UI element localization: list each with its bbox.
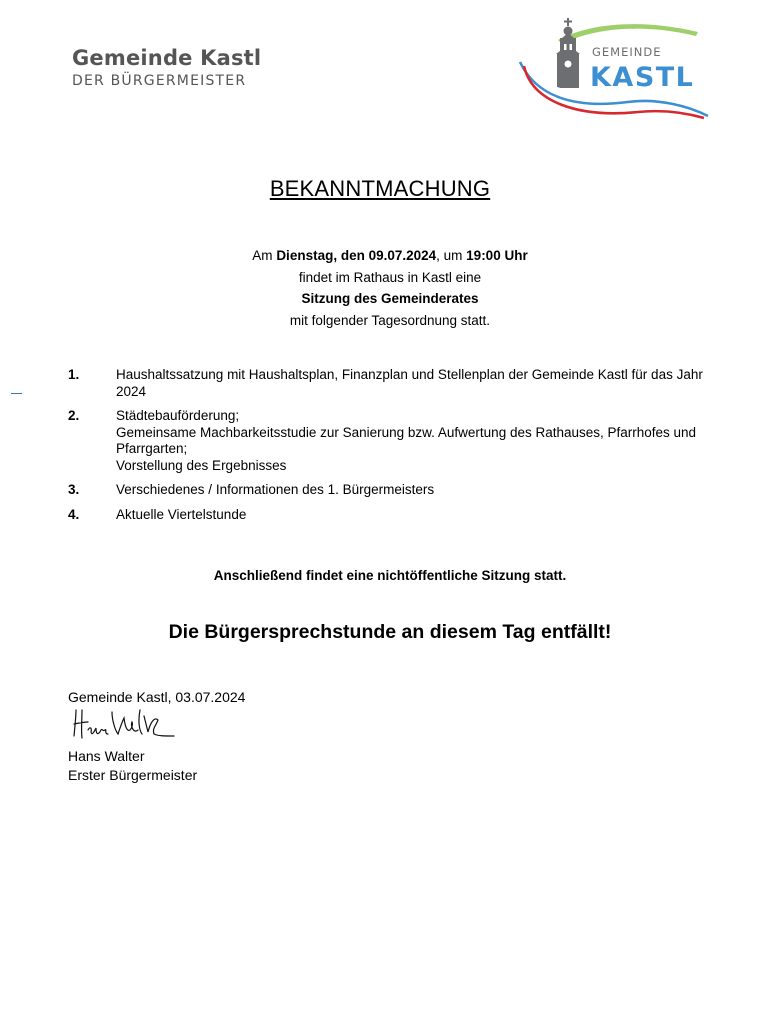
intro-line-date: Am Dienstag, den 09.07.2024, um 19:00 Uhr — [252, 248, 528, 263]
letterhead — [72, 46, 261, 89]
agenda-item — [68, 507, 708, 524]
meeting-date: Dienstag, den 09.07.2024 — [276, 248, 437, 263]
meeting-intro — [0, 245, 760, 331]
margin-mark — [11, 393, 22, 394]
logo-top-word: GEMEINDE — [592, 45, 662, 59]
agenda-item — [68, 482, 708, 499]
agenda-item-number: 2. — [68, 408, 80, 423]
signer-block — [68, 747, 197, 785]
meeting-type: Sitzung des Gemeinderates — [301, 291, 479, 306]
agenda-list — [68, 367, 708, 531]
office-name: DER BÜRGERMEISTER — [72, 73, 247, 89]
agenda-item-text: Haushaltssatzung mit Haushaltsplan, Finanzplan und Stellenplan der Gemeinde Kastl für das Jahr 2024 — [116, 367, 703, 399]
intro-line-location: findet im Rathaus in Kastl eine — [298, 269, 482, 285]
agenda-item-number: 3. — [68, 482, 80, 497]
consultation-cancelled-notice: Die Bürgersprechstunde an diesem Tag entfällt! — [168, 621, 612, 643]
agenda-item-number: 1. — [68, 367, 80, 382]
closed-session-note: Anschließend findet eine nichtöffentliche Sitzung statt. — [213, 568, 567, 583]
agenda-item — [68, 367, 708, 400]
meeting-time: 19:00 Uhr — [466, 248, 528, 263]
agenda-item-text: Aktuelle Viertelstunde — [116, 506, 247, 522]
handwritten-signature — [70, 706, 180, 744]
kastl-logo — [518, 14, 718, 126]
signer-name: Hans Walter — [68, 748, 145, 764]
place-and-date: Gemeinde Kastl, 03.07.2024 — [68, 689, 246, 705]
signer-title: Erster Bürgermeister — [68, 767, 198, 783]
agenda-item — [68, 408, 708, 474]
agenda-item-text: Verschiedenes / Informationen des 1. Bürgermeisters — [116, 482, 435, 497]
document-title: BEKANNTMACHUNG — [269, 176, 491, 201]
agenda-item-text: Städtebauförderung; Gemeinsame Machbarkeitsstudie zur Sanierung bzw. Aufwertung des Rathauses, Pfarrhofes und Pfarrgarten; Vorstellung des Ergebnisses — [116, 408, 697, 473]
org-name: Gemeinde Kastl — [72, 46, 262, 70]
intro-line-agenda: mit folgender Tagesordnung statt. — [289, 312, 491, 328]
church-tower-icon — [556, 18, 580, 88]
logo-name: KASTL — [590, 62, 695, 93]
logo-hill — [558, 24, 698, 44]
agenda-item-number: 4. — [68, 506, 80, 522]
